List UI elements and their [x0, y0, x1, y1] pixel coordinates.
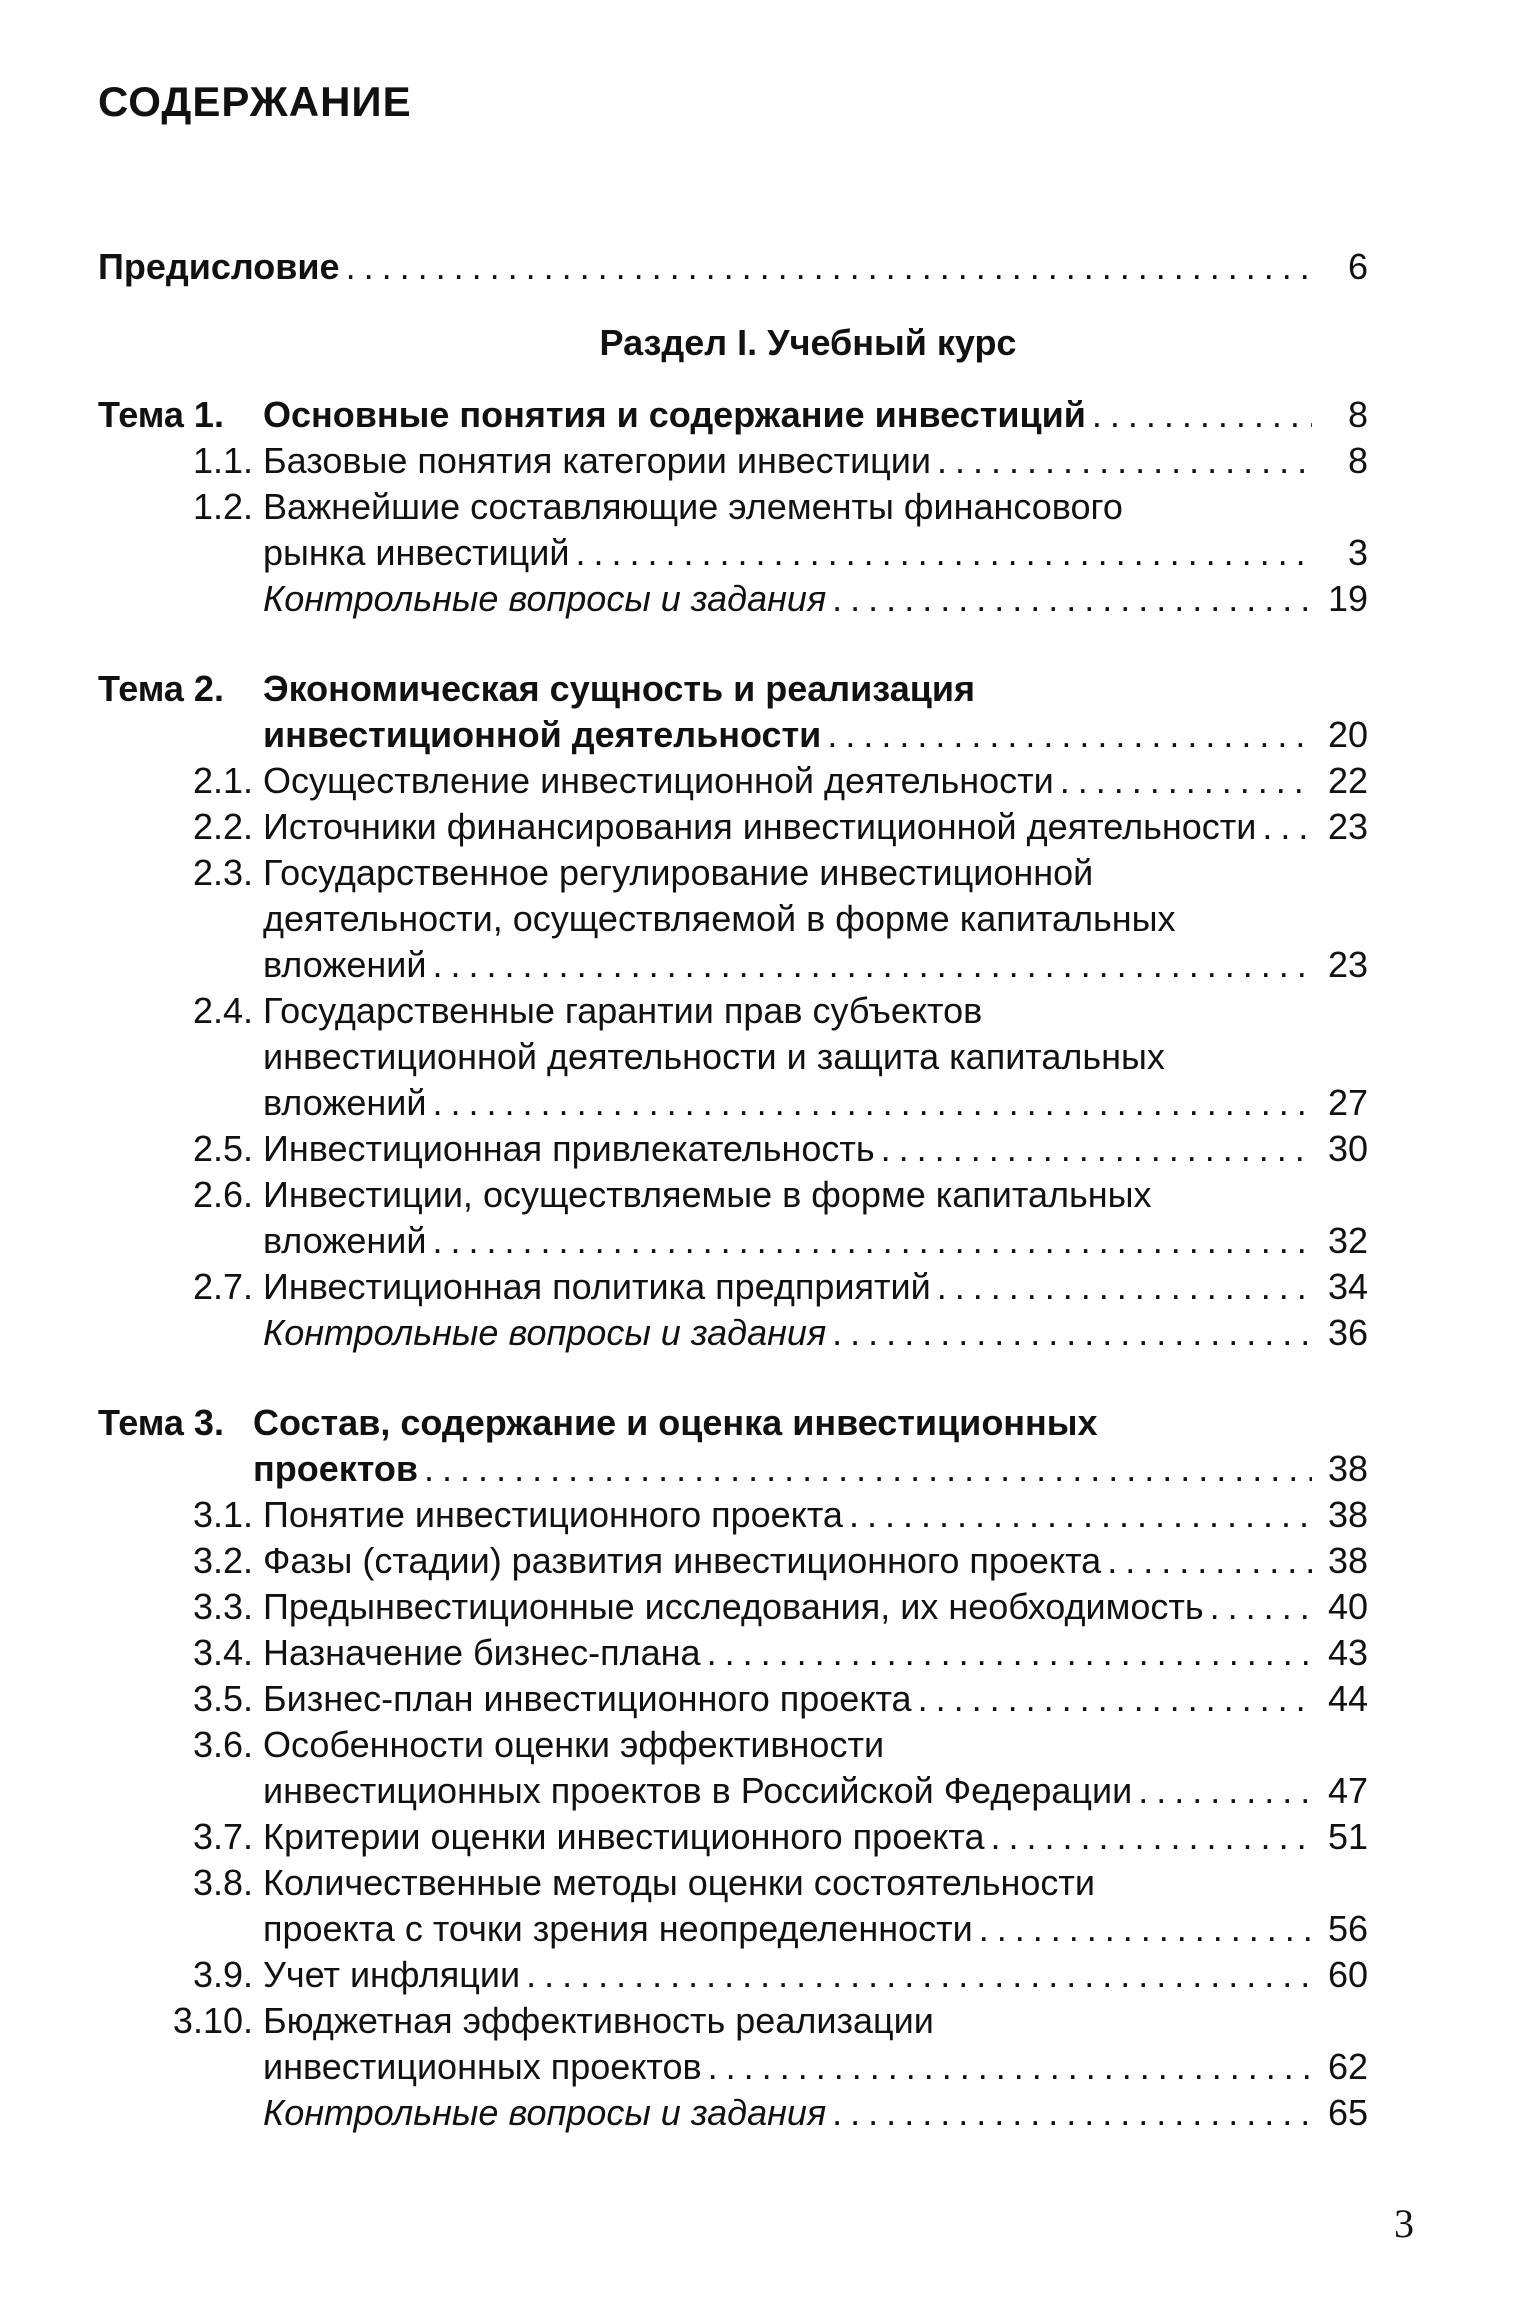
dot-leader — [433, 942, 1312, 988]
entry-body — [263, 2090, 1368, 2136]
entry-page: 22 — [1327, 760, 1368, 801]
entry-text: Понятие инвестиционного проекта — [263, 1494, 843, 1535]
dot-leader — [979, 1906, 1312, 1952]
toc-entry-preface[interactable] — [98, 244, 1368, 290]
dot-leader — [1107, 1538, 1312, 1584]
toc-item-1-1[interactable] — [98, 438, 1368, 484]
entry-text: инвестиционных проектов в Российской Федерации — [263, 1770, 1133, 1811]
item-number: 2.3. — [192, 852, 253, 893]
entry-body — [263, 1952, 1368, 1998]
toc-item-3-3[interactable] — [98, 1584, 1368, 1630]
item-number: 3.4. — [192, 1632, 253, 1673]
item-number: 3.7. — [192, 1816, 253, 1857]
entry-last-line — [263, 1630, 1368, 1676]
toc-item-2-5[interactable] — [98, 1126, 1368, 1172]
toc-item-2-4[interactable] — [98, 988, 1368, 1126]
entry-last-line — [263, 1768, 1368, 1814]
item-number: 3.3. — [192, 1586, 253, 1627]
entry-last-line — [263, 1814, 1368, 1860]
dot-leader — [832, 1310, 1312, 1356]
item-number: 3.2. — [192, 1540, 253, 1581]
item-number: 2.2. — [192, 806, 253, 847]
topics-list — [98, 392, 1368, 2136]
entry-text: вложений — [263, 1220, 427, 1261]
item-number: 2.5. — [192, 1128, 253, 1169]
entry-text: Критерии оценки инвестиционного проекта — [263, 1816, 985, 1857]
item-number: 3.10. — [172, 2000, 253, 2041]
entry-text: вложений — [263, 944, 427, 985]
entry-last-line — [263, 1080, 1368, 1126]
entry-last-line — [263, 1492, 1368, 1538]
entry-body — [263, 1998, 1368, 2090]
entry-last-line — [263, 1218, 1368, 1264]
entry-page: 27 — [1327, 1082, 1368, 1123]
dot-leader — [1262, 804, 1312, 850]
entry-body — [263, 484, 1368, 576]
entry-body — [263, 1492, 1368, 1538]
item-number: 2.7. — [192, 1266, 253, 1307]
toc-item-3-5[interactable] — [98, 1676, 1368, 1722]
entry-last-line — [263, 1310, 1368, 1356]
entry-text-line: Важнейшие составляющие элементы финансового — [263, 486, 1123, 527]
entry-page: 44 — [1327, 1678, 1368, 1719]
entry-body — [263, 1126, 1368, 1172]
entry-text-line: Экономическая сущность и реализация — [263, 668, 976, 709]
dot-leader — [827, 712, 1312, 758]
dot-leader — [937, 1264, 1312, 1310]
spacer — [98, 1356, 1368, 1400]
entry-last-line — [263, 1906, 1368, 1952]
dot-leader — [937, 438, 1312, 484]
entry-page: 51 — [1327, 1816, 1368, 1857]
entry-text: проекта с точки зрения неопределенности — [263, 1908, 973, 1949]
toc-item-3-1[interactable] — [98, 1492, 1368, 1538]
entry-last-line — [263, 438, 1368, 484]
entry-page: 8 — [1347, 440, 1368, 481]
entry-page: 65 — [1327, 2092, 1368, 2133]
entry-body — [263, 1172, 1368, 1264]
entry-text: рынка инвестиций — [263, 532, 570, 573]
toc-item-1-2[interactable] — [98, 484, 1368, 576]
entry-page: 36 — [1327, 1312, 1368, 1353]
entry-text: Бизнес-план инвестиционного проекта — [263, 1678, 912, 1719]
preface-label: Предисловие — [98, 246, 340, 287]
toc-topic-1[interactable] — [98, 392, 1368, 438]
entry-text-line: Состав, содержание и оценка инвестиционных — [253, 1402, 1098, 1443]
page-title: СОДЕРЖАНИЕ — [98, 78, 412, 125]
entry-text: Инвестиционная политика предприятий — [263, 1266, 931, 1307]
entry-text: вложений — [263, 1082, 427, 1123]
entry-last-line — [253, 1446, 1368, 1492]
entry-body — [263, 1630, 1368, 1676]
toc-item-3-7[interactable] — [98, 1814, 1368, 1860]
entry-page: 3 — [1347, 532, 1368, 573]
toc-item-2-1[interactable] — [98, 758, 1368, 804]
entry-body — [263, 1860, 1368, 1952]
entry-text: инвестиционных проектов — [263, 2046, 702, 2087]
toc-item-2-2[interactable] — [98, 804, 1368, 850]
entry-last-line — [263, 1538, 1368, 1584]
entry-body — [263, 392, 1368, 438]
dot-leader — [832, 2090, 1312, 2136]
toc-item-2-3[interactable] — [98, 850, 1368, 988]
entry-page: 56 — [1327, 1908, 1368, 1949]
entry-page: 43 — [1327, 1632, 1368, 1673]
entry-last-line — [263, 392, 1368, 438]
dot-leader — [433, 1218, 1312, 1264]
dot-leader — [708, 2044, 1312, 2090]
entry-body — [263, 988, 1368, 1126]
item-number: 3.6. — [192, 1724, 253, 1765]
dot-leader — [1210, 1584, 1312, 1630]
toc-item-2-7[interactable] — [98, 1264, 1368, 1310]
entry-last-line — [263, 2090, 1368, 2136]
entry-page: 19 — [1327, 578, 1368, 619]
entry-page: 38 — [1327, 1494, 1368, 1535]
dot-leader — [576, 530, 1312, 576]
entry-text: Фазы (стадии) развития инвестиционного проекта — [263, 1540, 1102, 1581]
entry-last-line — [263, 1676, 1368, 1722]
entry-text-line: Государственное регулирование инвестиционной — [263, 852, 1094, 893]
entry-body — [263, 666, 1368, 758]
entry-page: 38 — [1327, 1540, 1368, 1581]
entry-text: Источники финансирования инвестиционной деятельности — [263, 806, 1257, 847]
entry-text: Учет инфляции — [263, 1954, 521, 1995]
item-number: 3.5. — [192, 1678, 253, 1719]
entry-text: Базовые понятия категории инвестиции — [263, 440, 932, 481]
preface-page: 6 — [1347, 246, 1368, 287]
entry-body — [263, 804, 1368, 850]
entry-page: 47 — [1327, 1770, 1368, 1811]
entry-page: 60 — [1327, 1954, 1368, 1995]
dot-leader — [1060, 758, 1312, 804]
toc-topic-2[interactable] — [98, 666, 1368, 758]
entry-text-line: Количественные методы оценки состоятельности — [263, 1862, 1095, 1903]
entry-text-line: инвестиционной деятельности и защита капитальных — [263, 1036, 1165, 1077]
item-number: 2.1. — [192, 760, 253, 801]
page-number: 3 — [1394, 2201, 1414, 2246]
toc-questions-topic-3[interactable] — [98, 2090, 1368, 2136]
topic-number: Тема 2. — [98, 668, 224, 709]
entry-text: Инвестиционная привлекательность — [263, 1128, 875, 1169]
entry-last-line — [263, 712, 1368, 758]
toc-questions-topic-1[interactable] — [98, 576, 1368, 622]
entry-body — [263, 1722, 1368, 1814]
entry-text: Основные понятия и содержание инвестиций — [263, 394, 1086, 435]
entry-body — [263, 438, 1368, 484]
dot-leader — [424, 1446, 1312, 1492]
entry-body — [263, 758, 1368, 804]
dot-leader — [991, 1814, 1313, 1860]
entry-last-line — [263, 1264, 1368, 1310]
entry-text-line: Государственные гарантии прав субъектов — [263, 990, 983, 1031]
entry-text: инвестиционной деятельности — [263, 714, 822, 755]
toc-item-3-9[interactable] — [98, 1952, 1368, 1998]
entry-last-line — [263, 2044, 1368, 2090]
entry-text: Контрольные вопросы и задания — [263, 2092, 827, 2133]
entry-page: 23 — [1327, 806, 1368, 847]
entry-body — [263, 1676, 1368, 1722]
table-of-contents — [98, 244, 1368, 2136]
entry-body — [263, 1584, 1368, 1630]
dot-leader — [1138, 1768, 1312, 1814]
entry-body — [263, 1310, 1368, 1356]
dot-leader — [433, 1080, 1312, 1126]
entry-page: 34 — [1327, 1266, 1368, 1307]
item-number: 3.8. — [192, 1862, 253, 1903]
entry-text: Осуществление инвестиционной деятельности — [263, 760, 1054, 801]
dot-leader — [1092, 392, 1312, 438]
dot-leader — [346, 244, 1312, 290]
toc-item-3-10[interactable] — [98, 1998, 1368, 2090]
entry-text-line: деятельности, осуществляемой в форме капитальных — [263, 898, 1176, 939]
item-number: 3.1. — [192, 1494, 253, 1535]
entry-text: Контрольные вопросы и задания — [263, 1312, 827, 1353]
entry-last-line — [263, 1126, 1368, 1172]
entry-body — [253, 1400, 1368, 1492]
item-number: 2.6. — [192, 1174, 253, 1215]
entry-text: Назначение бизнес-плана — [263, 1632, 701, 1673]
entry-page: 30 — [1327, 1128, 1368, 1169]
toc-item-3-8[interactable] — [98, 1860, 1368, 1952]
section-heading: Раздел I. Учебный курс — [599, 322, 1017, 363]
topic-number: Тема 3. — [98, 1402, 224, 1443]
toc-item-3-6[interactable] — [98, 1722, 1368, 1814]
toc-item-2-6[interactable] — [98, 1172, 1368, 1264]
entry-body — [263, 1538, 1368, 1584]
entry-page: 20 — [1327, 714, 1368, 755]
dot-leader — [526, 1952, 1312, 1998]
entry-text: Предынвестиционные исследования, их необходимость — [263, 1586, 1204, 1627]
toc-questions-topic-2[interactable] — [98, 1310, 1368, 1356]
entry-body — [263, 1264, 1368, 1310]
entry-page: 38 — [1327, 1448, 1368, 1489]
entry-body — [263, 576, 1368, 622]
entry-text: проектов — [253, 1448, 419, 1489]
dot-leader — [707, 1630, 1312, 1676]
entry-last-line — [263, 1952, 1368, 1998]
topic-number: Тема 1. — [98, 394, 224, 435]
entry-page: 8 — [1347, 394, 1368, 435]
entry-last-line — [263, 758, 1368, 804]
dot-leader — [849, 1492, 1312, 1538]
entry-text: Контрольные вопросы и задания — [263, 578, 827, 619]
entry-body — [263, 1814, 1368, 1860]
toc-item-3-2[interactable] — [98, 1538, 1368, 1584]
dot-leader — [881, 1126, 1312, 1172]
entry-body — [263, 850, 1368, 988]
entry-page: 32 — [1327, 1220, 1368, 1261]
item-number: 3.9. — [192, 1954, 253, 1995]
entry-last-line — [263, 576, 1368, 622]
toc-item-3-4[interactable] — [98, 1630, 1368, 1676]
dot-leader — [832, 576, 1312, 622]
item-number: 1.2. — [192, 486, 253, 527]
spacer — [98, 622, 1368, 666]
entry-last-line — [263, 530, 1368, 576]
item-number: 2.4. — [192, 990, 253, 1031]
dot-leader — [918, 1676, 1312, 1722]
entry-page: 62 — [1327, 2046, 1368, 2087]
entry-last-line — [263, 1584, 1368, 1630]
entry-last-line — [263, 942, 1368, 988]
entry-text-line: Особенности оценки эффективности — [263, 1724, 885, 1765]
toc-topic-3[interactable] — [98, 1400, 1368, 1492]
entry-text-line: Инвестиции, осуществляемые в форме капитальных — [263, 1174, 1152, 1215]
item-number: 1.1. — [192, 440, 253, 481]
entry-text-line: Бюджетная эффективность реализации — [263, 2000, 934, 2041]
entry-page: 40 — [1327, 1586, 1368, 1627]
entry-last-line — [263, 804, 1368, 850]
entry-page: 23 — [1327, 944, 1368, 985]
